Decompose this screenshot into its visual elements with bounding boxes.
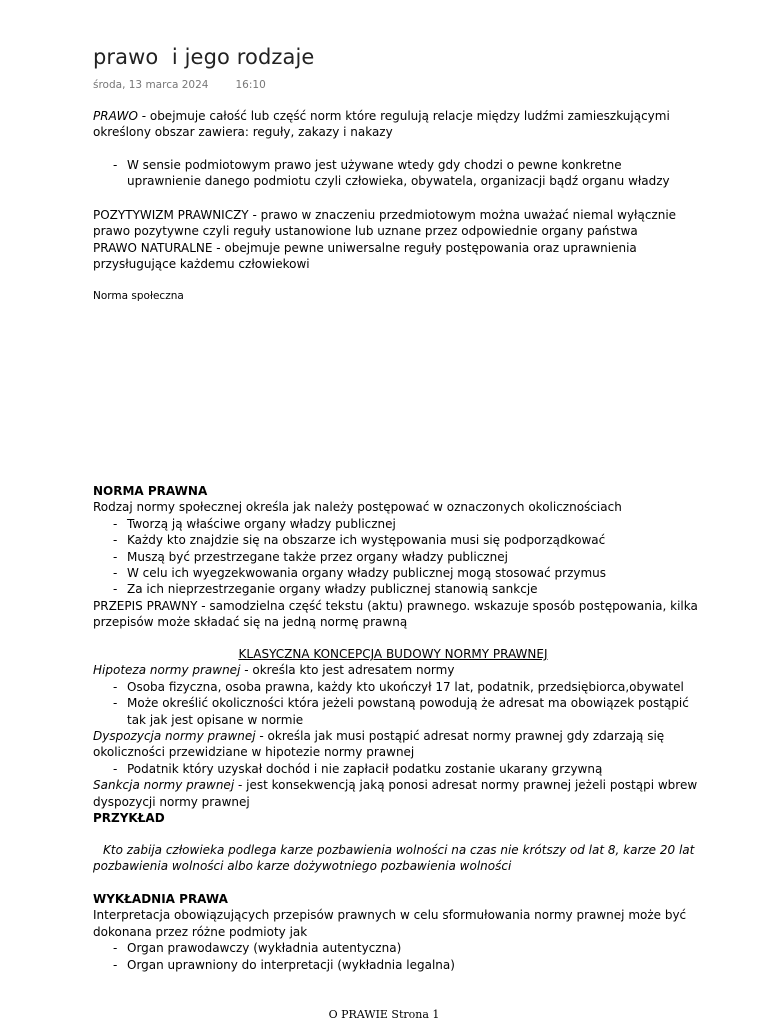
podmiotowe-bullet: [93, 157, 693, 190]
list-item: - Organ uprawniony do interpretacji (wykładnia legalna): [113, 957, 455, 972]
podmiotowe-line1: W sensie podmiotowym prawo jest używane wtedy gdy chodzi o pewne konkretne: [127, 158, 622, 172]
note-date: środa, 13 marca 2024: [93, 79, 209, 91]
norma-prawna-heading: NORMA PRAWNA: [93, 484, 208, 498]
koncepcja-heading: KLASYCZNA KONCEPCJA BUDOWY NORMY PRAWNEJ: [238, 647, 548, 661]
list-item: - Każdy kto znajdzie się na obszarze ich występowania musi się podporządkować: [113, 533, 606, 548]
pozytywizm-paragraph: [93, 207, 693, 273]
wykladnia-heading: WYKŁADNIA PRAWA: [93, 892, 228, 906]
przyklad-example: [93, 842, 693, 875]
prawo-definition: [93, 108, 693, 141]
bullet-dash: -: [113, 158, 118, 172]
prawo-term: PRAWO: [93, 109, 138, 123]
hipoteza-def: - określa kto jest adresatem normy: [240, 663, 455, 678]
prawo-def-line2: określony obszar zawiera: reguły, zakazy i nakazy: [93, 125, 393, 140]
list-item: - Organ prawodawczy (wykładnia autentyczna): [113, 941, 402, 956]
norma-prawna-section: [93, 483, 698, 631]
klasyczna-koncepcja-section: [93, 646, 698, 826]
list-item: - Osoba fizyczna, osoba prawna, każdy kto ukończył 17 lat, podatnik, przedsiębiorca,obywatel: [113, 679, 684, 694]
wykladnia-section: [93, 891, 693, 973]
prawo-naturalne-line1: PRAWO NATURALNE - obejmuje pewne uniwersalne reguły postępowania oraz uprawnienia: [93, 240, 637, 255]
przyklad-heading: PRZYKŁAD: [93, 811, 165, 826]
page-footer: O PRAWIE Strona 1: [328, 1008, 440, 1021]
pozytywizm-line1: POZYTYWIZM PRAWNICZY - prawo w znaczeniu przedmiotowym można uważać niemal wyłącznie: [93, 208, 677, 222]
list-item: - Za ich nieprzestrzeganie organy władzy publicznej stanowią sankcje: [113, 582, 538, 597]
podmiotowe-line2: uprawnienie danego podmiotu czyli człowieka, obywatela, organizacji bądź organu władzy: [127, 174, 670, 189]
list-item: - W celu ich wyegzekwowania organy władzy publicznej mogą stosować przymus: [113, 566, 607, 581]
prawo-def-line1: - obejmuje całość lub część norm które regulują relacje między ludźmi zamieszkującymi: [137, 109, 670, 123]
norma-spoleczna-label: Norma społeczna: [93, 290, 184, 302]
przepis-prawny-line1: PRZEPIS PRAWNY - samodzielna część tekstu (aktu) prawnego. wskazuje sposób postępowania, kilka: [93, 598, 698, 613]
note-time: 16:10: [235, 79, 266, 91]
example-line1: Kto zabija człowieka podlega karze pozbawienia wolności na czas nie krótszy od lat 8, karze 20 lat: [103, 843, 695, 857]
sankcja-line2: dyspozycji normy prawnej: [93, 794, 250, 809]
sankcja-term: Sankcja normy prawnej: [93, 778, 235, 793]
dyspozycja-line2: okoliczności przewidziane w hipotezie normy prawnej: [93, 745, 415, 760]
note-timestamp: [93, 79, 266, 91]
list-item: - Może określić okoliczności która jeżeli powstaną powodują że adresat ma obowiązek postąpić tak jak jest opisane w normie: [113, 696, 689, 727]
wykladnia-line2: dokonana przez różne podmioty jak: [93, 924, 308, 939]
dyspozycja-def: - określa jak musi postąpić adresat normy prawnej gdy zdarzają się: [255, 729, 665, 744]
przepis-prawny-line2: przepisów może składać się na jedną normę prawną: [93, 615, 408, 630]
prawo-naturalne-line2: przysługujące każdemu człowiekowi: [93, 257, 310, 272]
example-line2: pozbawienia wolności albo karze dożywotniego pozbawienia wolności: [93, 859, 512, 874]
wykladnia-line1: Interpretacja obowiązujących przepisów prawnych w celu sformułowania normy prawnej może być: [93, 908, 687, 923]
hipoteza-term: Hipoteza normy prawnej: [93, 663, 241, 678]
sankcja-def: - jest konsekwencją jaką ponosi adresat normy prawnej jeżeli postąpi wbrew: [234, 778, 698, 793]
list-item: - Podatnik który uzyskał dochód i nie zapłacił podatku zostanie ukarany grzywną: [113, 761, 603, 776]
list-item: - Muszą być przestrzegane także przez organy władzy publicznej: [113, 549, 508, 564]
page-title: prawo i jego rodzaje: [93, 45, 315, 69]
list-item: - Tworzą ją właściwe organy władzy publicznej: [113, 516, 396, 531]
norma-prawna-intro: Rodzaj normy społecznej określa jak należy postępować w oznaczonych okolicznościach: [93, 500, 622, 515]
dyspozycja-term: Dyspozycja normy prawnej: [93, 729, 256, 744]
pozytywizm-line2: prawo pozytywne czyli reguły ustanowione lub uznane przez odpowiednie organy państwa: [93, 224, 638, 239]
